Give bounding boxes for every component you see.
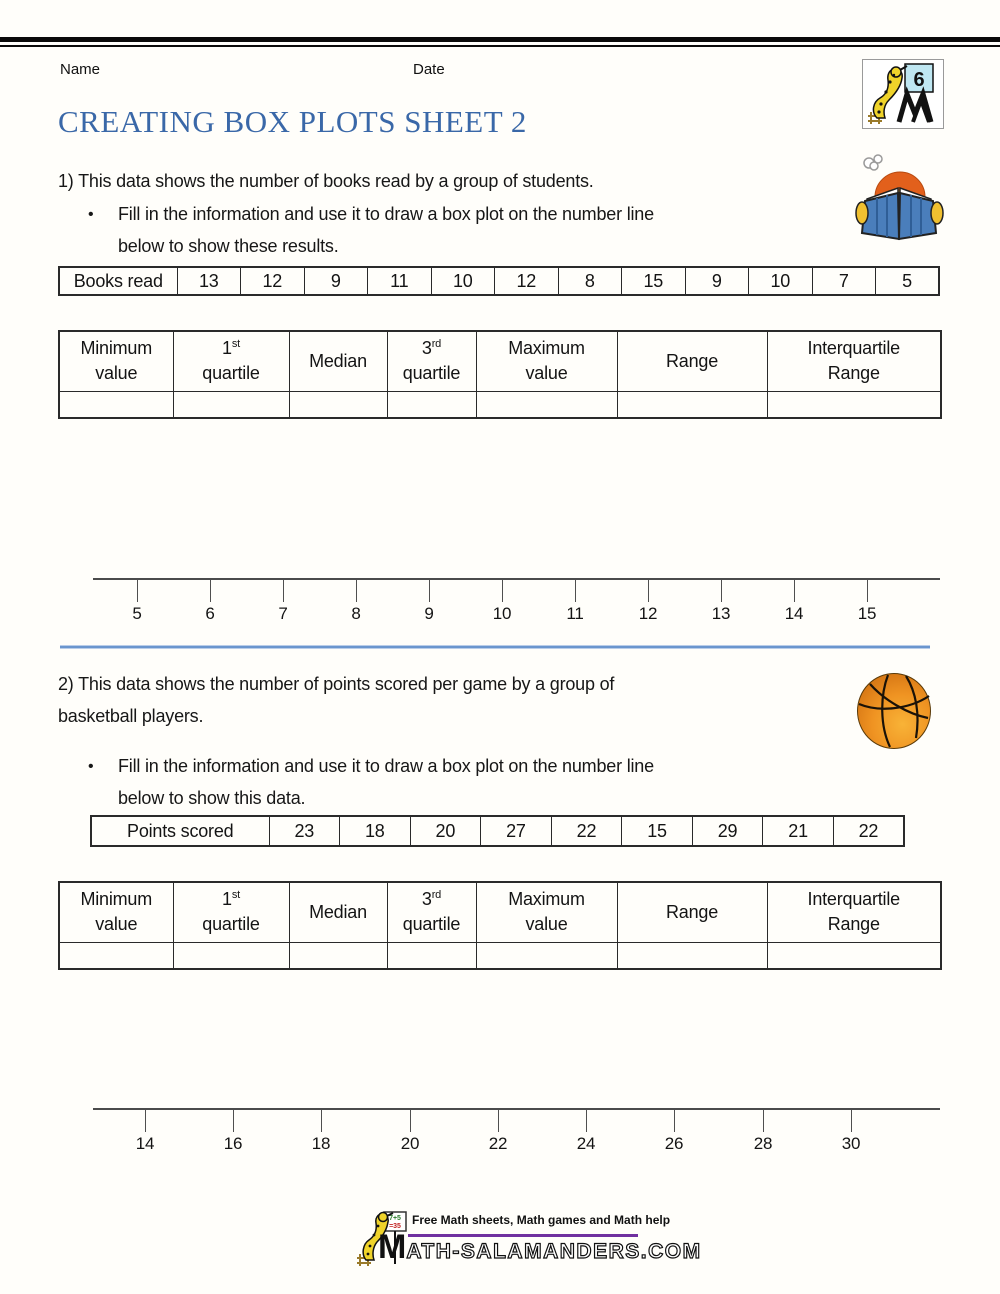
q1-value-cell: 13 — [177, 267, 241, 295]
tick-label: 16 — [223, 1134, 243, 1153]
tick-label: 12 — [638, 604, 658, 623]
stats-header-row — [59, 882, 941, 942]
q2-prompt-line1 — [58, 674, 614, 695]
footer-wordmark-m: M — [378, 1228, 407, 1266]
col-maximum-value: Maximum value — [476, 882, 617, 942]
tick-mark — [145, 1110, 146, 1132]
col-minimum-value: Minimum value — [59, 882, 173, 942]
q1-data-label: Books read — [59, 267, 177, 295]
tick-mark — [763, 1110, 764, 1132]
tick-mark — [429, 580, 430, 602]
col-interquartile-range: Interquartile Range — [767, 882, 941, 942]
tick-mark — [648, 580, 649, 602]
q2-number: 2) — [58, 674, 74, 694]
date-label: Date — [413, 61, 445, 78]
tick-mark — [210, 580, 211, 602]
tick-label: 9 — [424, 604, 434, 623]
answer-cell — [387, 391, 476, 418]
answer-cell — [617, 942, 767, 969]
top-border-thin — [0, 45, 1000, 47]
q1-value-cell: 10 — [749, 267, 813, 295]
q1-number-line — [93, 578, 940, 628]
footer-tagline: Free Math sheets, Math games and Math help — [412, 1213, 671, 1227]
tick-mark — [502, 580, 503, 602]
col-first-quartile: 1st quartile — [173, 331, 289, 391]
answer-cell — [476, 391, 617, 418]
tick-mark — [410, 1110, 411, 1132]
answer-cell — [289, 942, 387, 969]
tick-label: 24 — [576, 1134, 596, 1153]
tick-mark — [283, 580, 284, 602]
q2-value-cell: 29 — [692, 816, 763, 846]
tick-label: 7 — [278, 604, 288, 623]
reading-book-clipart — [853, 153, 945, 243]
table-row — [91, 816, 904, 846]
board-sum-bottom: =35 — [389, 1223, 401, 1230]
basketball-clipart — [857, 673, 931, 749]
col-maximum-value: Maximum value — [476, 331, 617, 391]
q2-instruction-line1: Fill in the information and use it to draw a box plot on the number line — [118, 756, 654, 776]
answer-cell — [617, 391, 767, 418]
q1-value-cell: 9 — [304, 267, 368, 295]
answer-cell — [767, 391, 941, 418]
answer-cell — [289, 391, 387, 418]
q1-instruction-line2: below to show these results. — [118, 236, 339, 256]
stats-header-row — [59, 331, 941, 391]
q2-value-cell: 20 — [410, 816, 481, 846]
tick-mark — [851, 1110, 852, 1132]
section-divider — [60, 646, 930, 648]
tick-mark — [498, 1110, 499, 1132]
tick-label: 14 — [784, 604, 804, 623]
q2-number-line — [93, 1108, 940, 1158]
q2-data-table — [90, 815, 905, 847]
q1-value-cell: 8 — [558, 267, 622, 295]
tick-mark — [575, 580, 576, 602]
tick-label: 6 — [205, 604, 215, 623]
tick-mark — [794, 580, 795, 602]
tick-mark — [137, 580, 138, 602]
q2-value-cell: 15 — [622, 816, 693, 846]
q1-bullet: • — [88, 206, 94, 223]
q1-data-table — [58, 266, 940, 296]
col-interquartile-range: Interquartile Range — [767, 331, 941, 391]
q1-instruction-line1: Fill in the information and use it to draw a box plot on the number line — [118, 204, 654, 224]
q1-stats-table — [58, 330, 942, 419]
tick-label: 18 — [311, 1134, 331, 1153]
tick-mark — [674, 1110, 675, 1132]
answer-cell — [173, 391, 289, 418]
tick-mark — [586, 1110, 587, 1132]
answer-cell — [173, 942, 289, 969]
q1-value-cell: 12 — [241, 267, 305, 295]
tick-label: 5 — [132, 604, 142, 623]
tick-label: 30 — [841, 1134, 861, 1153]
tick-mark — [356, 580, 357, 602]
answer-cell — [59, 391, 173, 418]
board-sum-top: 7+5 — [389, 1215, 401, 1222]
salamander-easel-icon — [863, 60, 943, 128]
tick-mark — [321, 1110, 322, 1132]
q2-value-cell: 22 — [833, 816, 904, 846]
q1-value-cell: 15 — [622, 267, 686, 295]
tick-label: 10 — [492, 604, 512, 623]
answer-cell — [59, 942, 173, 969]
q2-value-cell: 18 — [340, 816, 411, 846]
answer-cell — [387, 942, 476, 969]
grade-badge — [862, 59, 944, 129]
q1-number: 1) — [58, 171, 74, 191]
col-range: Range — [617, 331, 767, 391]
table-row — [59, 267, 939, 295]
q2-prompt-text: This data shows the number of points scored per game by a group of — [78, 674, 615, 694]
q1-value-cell: 10 — [431, 267, 495, 295]
answer-cell — [476, 942, 617, 969]
q2-data-label: Points scored — [91, 816, 269, 846]
q2-value-cell: 21 — [763, 816, 834, 846]
answer-cell — [767, 942, 941, 969]
col-third-quartile: 3rd quartile — [387, 331, 476, 391]
tick-mark — [233, 1110, 234, 1132]
tick-label: 20 — [400, 1134, 420, 1153]
footer-wordmark — [378, 1228, 702, 1267]
tick-label: 11 — [566, 604, 584, 623]
name-label: Name — [60, 61, 101, 78]
tick-label: 8 — [351, 604, 361, 623]
col-first-quartile: 1st quartile — [173, 882, 289, 942]
col-minimum-value: Minimum value — [59, 331, 173, 391]
tick-mark — [867, 580, 868, 602]
q1-prompt-text: This data shows the number of books read by a group of students. — [78, 171, 594, 191]
tick-mark — [721, 580, 722, 602]
tick-label: 28 — [753, 1134, 773, 1153]
q2-prompt-line2: basketball players. — [58, 706, 204, 726]
tick-label: 26 — [664, 1134, 684, 1153]
q1-value-cell: 7 — [812, 267, 876, 295]
tick-label: 14 — [135, 1134, 155, 1153]
tick-label: 22 — [488, 1134, 508, 1153]
q1-value-cell: 11 — [368, 267, 432, 295]
q1-value-cell: 9 — [685, 267, 749, 295]
tick-label: 15 — [857, 604, 877, 623]
stats-answer-row — [59, 391, 941, 418]
col-range: Range — [617, 882, 767, 942]
tick-label: 13 — [711, 604, 731, 623]
stats-answer-row — [59, 942, 941, 969]
q2-instruction-line2: below to show this data. — [118, 788, 306, 808]
q1-prompt — [58, 171, 594, 192]
grade-number: 6 — [913, 69, 925, 91]
top-border-thick — [0, 37, 1000, 42]
col-median: Median — [289, 882, 387, 942]
q2-bullet: • — [88, 758, 94, 775]
col-median: Median — [289, 331, 387, 391]
q2-value-cell: 22 — [551, 816, 622, 846]
col-third-quartile: 3rd quartile — [387, 882, 476, 942]
q1-value-cell: 5 — [876, 267, 940, 295]
q1-value-cell: 12 — [495, 267, 559, 295]
q2-stats-table — [58, 881, 942, 970]
q2-value-cell: 23 — [269, 816, 340, 846]
q2-value-cell: 27 — [481, 816, 552, 846]
footer-wordmark-rest: ATH-SALAMANDERS.COM — [406, 1240, 702, 1263]
page-title: CREATING BOX PLOTS SHEET 2 — [58, 104, 527, 139]
